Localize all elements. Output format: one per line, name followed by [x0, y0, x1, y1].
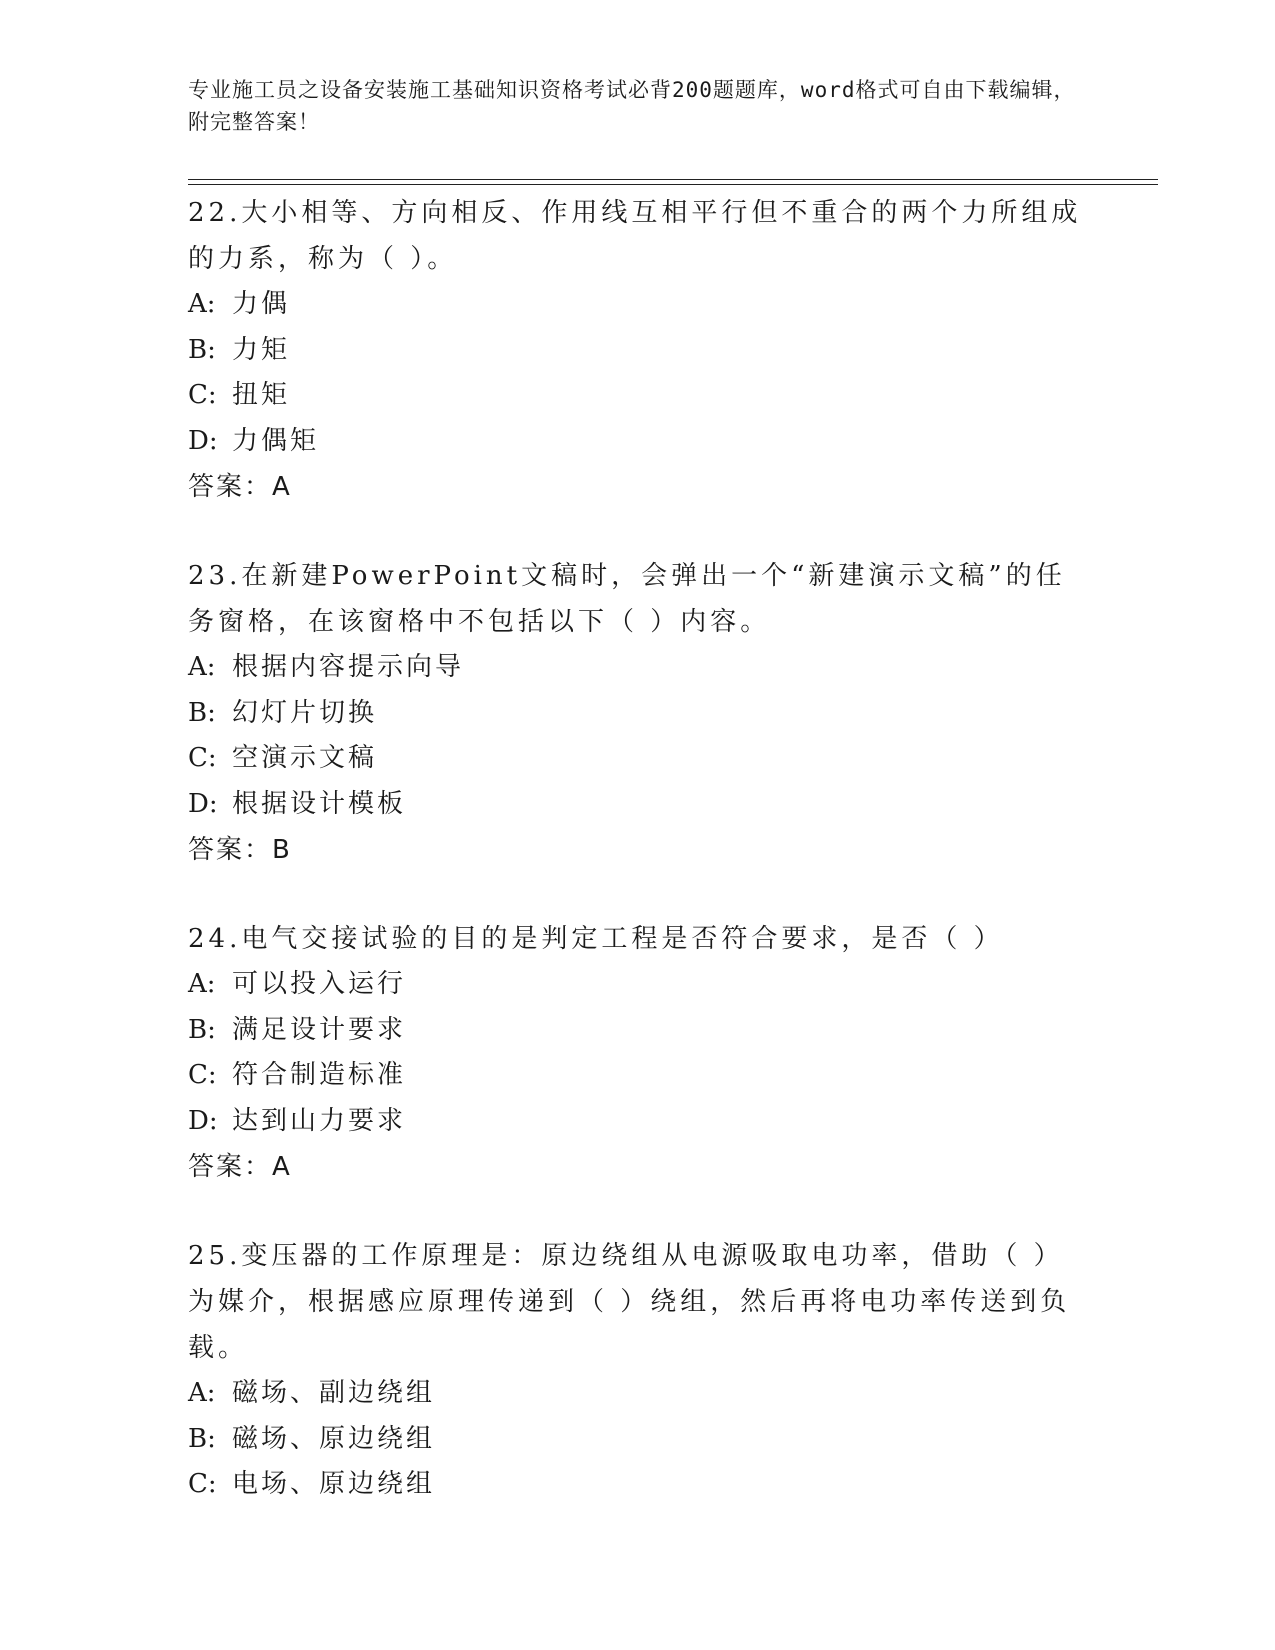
option-b [188, 1417, 1088, 1463]
option-letter: C: [188, 743, 217, 773]
option-letter: C: [188, 1469, 217, 1499]
question-24 [188, 916, 1088, 1190]
answer-line: 答案：B [188, 835, 292, 865]
question-text: 22.大小相等、方向相反、作用线互相平行但不重合的两个力所组成的力系，称为（ ）。 [188, 198, 1082, 274]
option-text: 根据设计模板 [232, 788, 407, 819]
option-c [188, 373, 1088, 419]
option-b [188, 691, 1088, 737]
option-text: 符合制造标准 [232, 1060, 407, 1090]
header-divider-top [188, 179, 1158, 180]
option-a [188, 645, 1088, 691]
question-list [188, 190, 1088, 1508]
option-d [188, 1099, 1088, 1145]
option-letter: B: [188, 1014, 216, 1045]
option-text: 电场、原边绕组 [232, 1469, 436, 1499]
option-letter: D: [188, 788, 218, 819]
option-a [188, 282, 1088, 328]
option-letter: A: [188, 289, 216, 319]
option-d [188, 419, 1088, 465]
option-text: 力矩 [232, 334, 291, 365]
option-text: 可以投入运行 [232, 969, 407, 999]
answer-line: 答案：A [188, 1152, 292, 1182]
question-25 [188, 1233, 1088, 1508]
option-letter: A: [188, 652, 216, 682]
option-text: 空演示文稿 [232, 743, 378, 773]
option-text: 磁场、原边绕组 [232, 1423, 436, 1454]
question-text: 23.在新建PowerPoint文稿时，会弹出一个“新建演示文稿”的任务窗格，在该窗格中不包括以下（ ）内容。 [188, 561, 1066, 637]
option-text: 磁场、副边绕组 [232, 1378, 436, 1408]
answer-line: 答案：A [188, 472, 292, 502]
question-text: 25.变压器的工作原理是：原边绕组从电源吸取电功率，借助（ ）为媒介，根据感应原理传递到（ ）绕组，然后再将电功率传送到负载。 [188, 1241, 1071, 1363]
option-text: 力偶 [232, 289, 291, 319]
option-b [188, 1008, 1088, 1054]
option-text: 满足设计要求 [232, 1014, 407, 1045]
option-c [188, 736, 1088, 782]
option-letter: C: [188, 380, 217, 410]
option-a [188, 1371, 1088, 1417]
option-text: 根据内容提示向导 [232, 652, 465, 682]
document-header: 专业施工员之设备安装施工基础知识资格考试必背200题题库，word格式可自由下载编辑，附完整答案！ [188, 78, 1076, 134]
option-text: 扭矩 [232, 380, 291, 410]
option-letter: B: [188, 697, 216, 728]
option-letter: C: [188, 1060, 217, 1090]
option-letter: A: [188, 969, 216, 999]
option-b [188, 328, 1088, 374]
option-text: 幻灯片切换 [232, 697, 378, 728]
question-23 [188, 553, 1088, 873]
option-d [188, 782, 1088, 828]
option-letter: B: [188, 334, 216, 365]
option-letter: D: [188, 1105, 218, 1136]
question-22 [188, 190, 1088, 510]
option-text: 达到山力要求 [232, 1105, 407, 1136]
option-c [188, 1053, 1088, 1099]
header-divider-bottom [188, 184, 1158, 185]
option-a [188, 962, 1088, 1008]
option-letter: D: [188, 425, 218, 456]
option-letter: A: [188, 1378, 216, 1408]
option-c [188, 1462, 1088, 1508]
question-text: 24.电气交接试验的目的是判定工程是否符合要求，是否（ ） [188, 924, 1004, 954]
option-letter: B: [188, 1423, 216, 1454]
option-text: 力偶矩 [232, 425, 320, 456]
